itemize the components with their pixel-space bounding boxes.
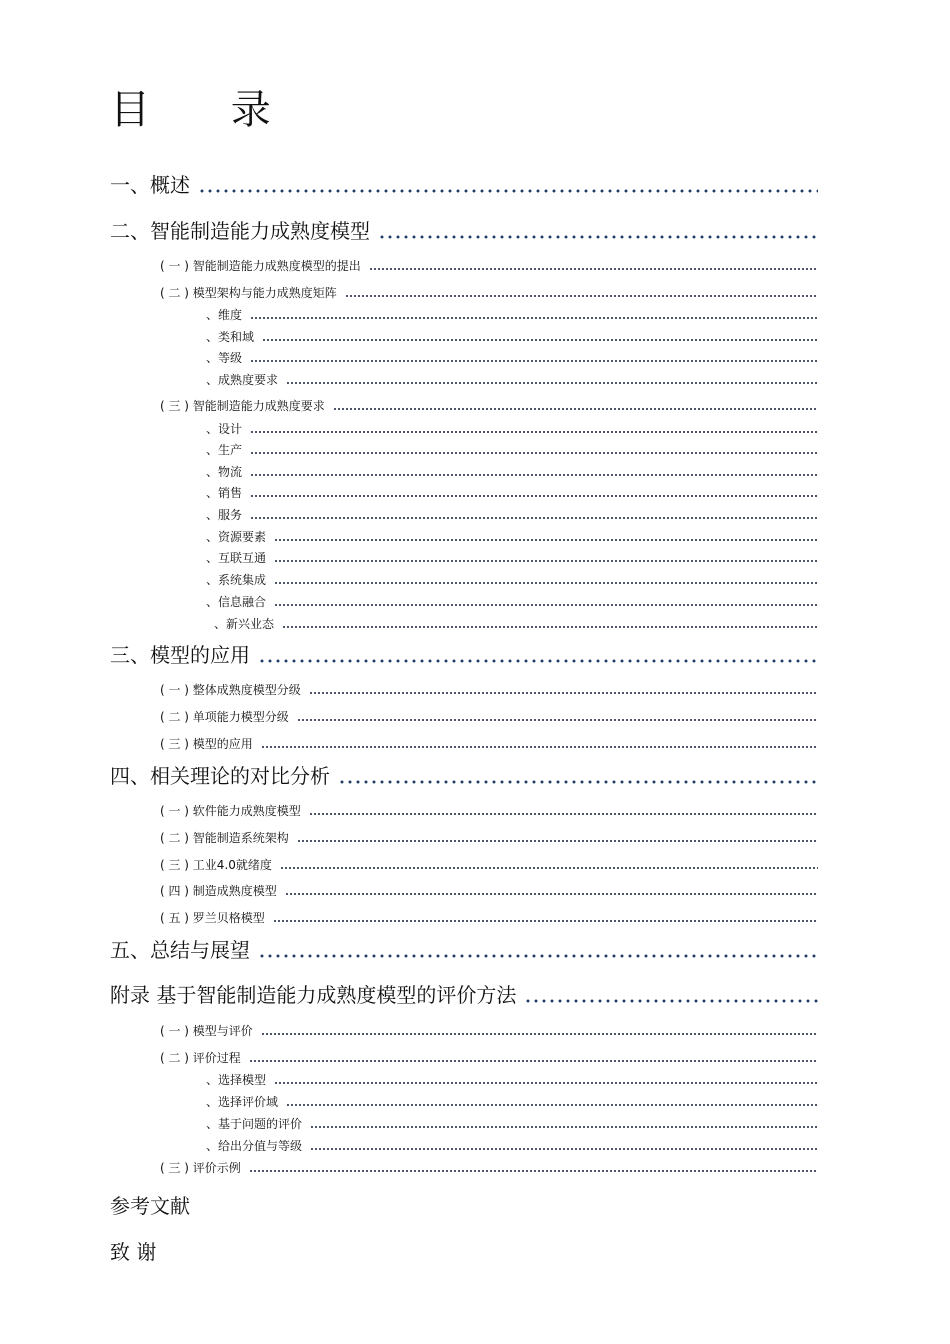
dot-leader — [310, 1125, 818, 1129]
toc-entry[interactable] — [160, 682, 818, 698]
dot-leader — [274, 538, 818, 542]
dot-leader — [261, 1032, 818, 1036]
toc-entry-label: 二、智能制造能力成熟度模型 — [110, 219, 370, 243]
toc-entry-label: ( 三 ) 评价示例 — [160, 1161, 241, 1175]
toc-entry-label: 、信息融合 — [206, 595, 267, 609]
toc-entry[interactable] — [160, 285, 818, 301]
toc-entry[interactable] — [206, 485, 818, 501]
dot-leader — [309, 691, 818, 695]
toc-entry-label: 五、总结与展望 — [110, 938, 250, 962]
toc-entry[interactable] — [160, 736, 818, 752]
dot-leader — [198, 188, 818, 194]
toc-entry[interactable] — [160, 803, 818, 819]
toc-entry-label: 、资源要素 — [206, 530, 267, 544]
toc-entry-label: ( 一 ) 智能制造能力成熟度模型的提出 — [160, 259, 361, 273]
toc-entry-label: 、设计 — [206, 422, 243, 436]
dot-leader — [274, 581, 818, 585]
dot-leader — [273, 919, 818, 923]
toc-entry-label: ( 一 ) 模型与评价 — [160, 1024, 253, 1038]
dot-leader — [378, 234, 818, 240]
dot-leader — [286, 1103, 818, 1107]
toc-entry[interactable] — [206, 1138, 818, 1154]
dot-leader — [250, 516, 818, 520]
toc-entry[interactable] — [160, 830, 818, 846]
toc-entry[interactable] — [160, 910, 818, 926]
toc-entry-label: 一、概述 — [110, 173, 190, 197]
dot-leader — [282, 625, 818, 629]
toc-entry[interactable] — [206, 572, 818, 588]
toc-entry[interactable] — [206, 464, 818, 480]
toc-entry[interactable] — [110, 983, 818, 1008]
toc-entry[interactable] — [214, 616, 818, 632]
toc-entry-label: 、选择模型 — [206, 1073, 267, 1087]
toc-entry[interactable] — [206, 1116, 818, 1132]
dot-leader — [262, 338, 818, 342]
toc-entry-label: ( 二 ) 单项能力模型分级 — [160, 710, 289, 724]
toc-entry[interactable] — [206, 372, 818, 388]
dot-leader — [338, 779, 818, 785]
toc-entry-label: 、成熟度要求 — [206, 373, 279, 387]
toc-entry[interactable] — [160, 709, 818, 725]
dot-leader — [250, 430, 818, 434]
dot-leader — [285, 892, 818, 896]
toc-entry[interactable] — [110, 173, 818, 198]
toc-entry[interactable] — [160, 1160, 818, 1176]
dot-leader — [297, 718, 818, 722]
toc-entry-label: ( 三 ) 智能制造能力成熟度要求 — [160, 399, 325, 413]
toc-entry[interactable] — [206, 307, 818, 323]
toc-entry[interactable] — [206, 442, 818, 458]
toc-entry[interactable] — [206, 1094, 818, 1110]
dot-leader — [261, 745, 818, 749]
toc-entry-references[interactable]: 参考文献 — [110, 1194, 190, 1218]
toc-entry-label: ( 二 ) 智能制造系统架构 — [160, 831, 289, 845]
toc-entry-label: 、互联互通 — [206, 551, 267, 565]
toc-entry-label: 、选择评价域 — [206, 1095, 279, 1109]
dot-leader — [274, 603, 818, 607]
dot-leader — [250, 473, 818, 477]
toc-entry[interactable] — [206, 421, 818, 437]
dot-leader — [249, 1169, 818, 1173]
toc-entry[interactable] — [206, 550, 818, 566]
toc-entry-label: ( 二 ) 模型架构与能力成熟度矩阵 — [160, 286, 337, 300]
dot-leader — [274, 559, 818, 563]
toc-entry[interactable] — [206, 350, 818, 366]
dot-leader — [250, 316, 818, 320]
toc-entry[interactable] — [206, 529, 818, 545]
dot-leader — [250, 451, 818, 455]
toc-entry-label: ( 一 ) 整体成熟度模型分级 — [160, 683, 301, 697]
toc-entry-label: 附录 基于智能制造能力成熟度模型的评价方法 — [110, 983, 517, 1007]
dot-leader — [345, 294, 818, 298]
toc-entry-label: 、类和域 — [206, 330, 255, 344]
toc-entry-label: 三、模型的应用 — [110, 643, 250, 667]
toc-entry[interactable] — [160, 857, 818, 873]
dot-leader — [310, 1147, 818, 1151]
toc-entry-acknowledgements[interactable]: 致 谢 — [110, 1240, 157, 1264]
toc-entry[interactable] — [160, 883, 818, 899]
toc-entry-label: ( 四 ) 制造成熟度模型 — [160, 884, 277, 898]
toc-entry-label: ( 五 ) 罗兰贝格模型 — [160, 911, 265, 925]
toc-entry-label: 、基于问题的评价 — [206, 1117, 303, 1131]
toc-entry-label: 、服务 — [206, 508, 243, 522]
dot-leader — [280, 866, 818, 870]
dot-leader — [250, 494, 818, 498]
dot-leader — [274, 1081, 818, 1085]
toc-entry-label: 、系统集成 — [206, 573, 267, 587]
dot-leader — [250, 359, 818, 363]
toc-entry-label: ( 二 ) 评价过程 — [160, 1051, 241, 1065]
toc-entry[interactable] — [206, 594, 818, 610]
dot-leader — [297, 839, 818, 843]
toc-entry-label: ( 三 ) 模型的应用 — [160, 737, 253, 751]
toc-entry-label: 、生产 — [206, 443, 243, 457]
dot-leader — [258, 658, 818, 664]
toc-entry[interactable] — [160, 1050, 818, 1066]
toc-entry[interactable] — [206, 507, 818, 523]
dot-leader — [286, 381, 818, 385]
toc-entry[interactable] — [160, 1023, 818, 1039]
toc-entry-label: 四、相关理论的对比分析 — [110, 764, 330, 788]
toc-entry[interactable] — [160, 398, 818, 414]
toc-entry[interactable] — [110, 938, 818, 963]
toc-entry-label: 、维度 — [206, 308, 243, 322]
toc-entry-label: 、新兴业态 — [214, 617, 275, 631]
toc-entry[interactable] — [110, 643, 818, 668]
toc-entry[interactable] — [160, 258, 818, 274]
toc-entry-label: 、等级 — [206, 351, 243, 365]
dot-leader — [309, 812, 818, 816]
toc-entry-label: ( 三 ) 工业4.0就绪度 — [160, 858, 272, 872]
toc-entry[interactable] — [110, 219, 818, 244]
toc-entry-label: 、销售 — [206, 486, 243, 500]
dot-leader — [258, 953, 818, 959]
dot-leader — [249, 1059, 818, 1063]
page-title: 目 录 — [110, 87, 305, 133]
toc-entry[interactable] — [110, 764, 818, 789]
toc-entry[interactable] — [206, 1072, 818, 1088]
dot-leader — [524, 998, 818, 1004]
toc-entry-label: 、物流 — [206, 465, 243, 479]
toc-entry-label: ( 一 ) 软件能力成熟度模型 — [160, 804, 301, 818]
toc-entry-label: 、给出分值与等级 — [206, 1139, 303, 1153]
toc-entry[interactable] — [206, 329, 818, 345]
dot-leader — [369, 267, 818, 271]
dot-leader — [333, 407, 818, 411]
